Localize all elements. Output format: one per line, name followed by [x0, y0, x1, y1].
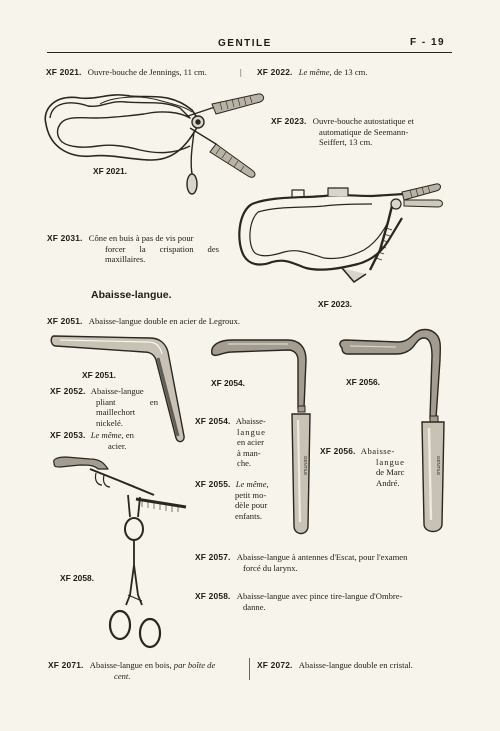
- item-code: XF 2021.: [46, 67, 82, 77]
- item-description-line: Abaisse-langue à antennes d'Escat, pour l'examen: [236, 552, 408, 562]
- seemann-seiffert-mouth-gag-illustration: [232, 182, 444, 302]
- item-xf2051: [47, 316, 240, 327]
- item-description-line: de Marc: [376, 467, 405, 478]
- item-description-italic: Le même,: [235, 479, 269, 489]
- item-description-line: Abaisse-: [360, 446, 395, 456]
- item-code: XF 2056.: [320, 446, 356, 456]
- item-description: Abaisse-langue double en cristal.: [298, 660, 413, 670]
- item-description-italic: par boîte de: [173, 660, 216, 670]
- item-xf2056: [320, 446, 420, 488]
- item-xf2072: [257, 660, 413, 671]
- item-xf2053: [50, 430, 160, 451]
- marc-andre-tongue-depressor-illustration: [336, 326, 452, 534]
- page-number: F - 19: [410, 37, 446, 48]
- header-rule: [47, 52, 452, 53]
- svg-text:GENTILE: GENTILE: [303, 456, 308, 476]
- item-description-line: che.: [237, 458, 252, 469]
- item-description-line: Ouvre-bouche autostatique et: [312, 116, 414, 126]
- item-description-line: Abaisse-langue avec pince tire-langue d'Ombre-: [236, 591, 403, 601]
- column-separator: |: [240, 67, 242, 77]
- item-description-line: à man-: [237, 447, 261, 458]
- item-description-italic: Le même,: [298, 67, 332, 77]
- item-code: XF 2058.: [195, 591, 231, 601]
- item-description-line: Abaisse-langue: [90, 386, 144, 396]
- item-description-line: maxillaires.: [105, 254, 146, 265]
- item-description-line: enfants.: [235, 510, 262, 521]
- item-code: XF 2051.: [47, 316, 83, 326]
- item-description: de 13 cm.: [333, 67, 368, 77]
- item-description-italic: Le même,: [90, 430, 124, 440]
- item-code: XF 2054.: [195, 416, 231, 426]
- figure-label-xf2023: XF 2023.: [318, 299, 352, 309]
- figure-label-xf2021: XF 2021.: [93, 166, 127, 176]
- item-code: XF 2053.: [50, 430, 86, 440]
- section-title: Abaisse-langue.: [91, 289, 172, 301]
- svg-text:GENTILE: GENTILE: [436, 456, 441, 476]
- item-description: Ouvre-bouche de Jennings, 11 cm.: [87, 67, 207, 77]
- item-description-line: nickelé.: [96, 417, 123, 428]
- item-description: Abaisse-langue double en acier de Legroux.: [88, 316, 241, 326]
- item-description: Abaisse-langue en bois,: [89, 660, 172, 670]
- item-description-line: cent.: [114, 670, 131, 681]
- item-xf2057: [195, 552, 453, 573]
- item-description-line: forcé du larynx.: [243, 562, 298, 573]
- item-xf2023: [271, 116, 443, 148]
- item-description-line: acier.: [108, 440, 127, 451]
- ombredanne-forceps-tongue-depressor-illustration: [50, 455, 190, 661]
- item-code: XF 2023.: [271, 116, 307, 126]
- item-code: XF 2055.: [195, 479, 231, 489]
- item-code: XF 2072.: [257, 660, 293, 670]
- figure-label-xf2056: XF 2056.: [346, 377, 380, 387]
- item-code: XF 2052.: [50, 386, 86, 396]
- item-description-line: maillechort: [96, 407, 136, 418]
- column-divider: [249, 658, 250, 680]
- item-xf2022: [257, 67, 368, 78]
- item-description-line: Cône en buis à pas de vis pour: [88, 233, 194, 243]
- item-description-line: André.: [376, 477, 400, 488]
- item-xf2055: [195, 479, 295, 521]
- item-code: XF 2022.: [257, 67, 293, 77]
- figure-label-xf2058: XF 2058.: [60, 573, 94, 583]
- item-code: XF 2031.: [47, 233, 83, 243]
- figure-label-xf2054: XF 2054.: [211, 378, 245, 388]
- figure-label-xf2051: XF 2051.: [82, 370, 116, 380]
- item-xf2058: [195, 591, 453, 612]
- item-description-line: langue: [376, 456, 405, 467]
- item-xf2031: [47, 233, 219, 265]
- item-code: XF 2071.: [48, 660, 84, 670]
- item-code: XF 2057.: [195, 552, 231, 562]
- item-description-line: dèle pour: [235, 500, 268, 511]
- item-description-line: petit mo-: [235, 489, 267, 500]
- item-description-line: automatique de Seemann-: [319, 126, 409, 137]
- item-xf2021: [46, 67, 207, 78]
- item-description-line: langue: [237, 426, 266, 437]
- item-description-line: en acier: [237, 437, 264, 448]
- item-description-line: Seiffert, 13 cm.: [319, 137, 373, 148]
- item-xf2054: [195, 416, 295, 469]
- item-description-line: pliant en: [96, 396, 158, 407]
- item-xf2071: [48, 660, 248, 681]
- item-description-line: danne.: [243, 601, 266, 612]
- item-description-line: Abaisse-: [235, 416, 266, 426]
- catalog-brand: GENTILE: [218, 38, 272, 49]
- item-xf2052: [50, 386, 158, 428]
- item-description-line: forcer la crispation des: [105, 243, 219, 254]
- item-description: en: [125, 430, 134, 440]
